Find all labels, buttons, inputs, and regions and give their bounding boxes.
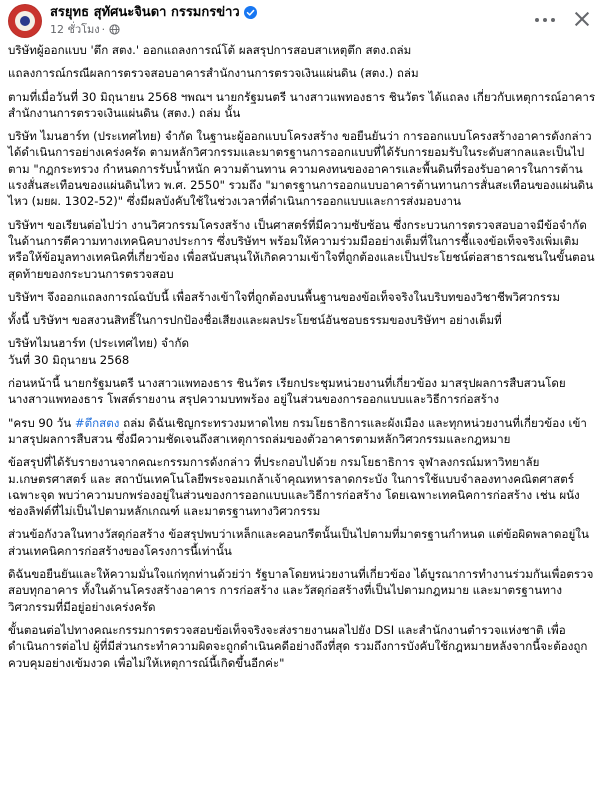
post-paragraph: ก่อนหน้านี้ นายกรัฐมนตรี นางสาวแพทองธาร ชินวัตร เรียกประชุมหน่วยงานที่เกี่ยวข้อง มาสรุปผลการสืบสวนโดยนางสาวแพทองธาร โพสต์รายงาน สรุปความบทพร้อง อยู่ในส่วนของการออกแบบและวิธีการก่อสร้าง — [8, 376, 566, 407]
globe-icon — [109, 24, 120, 35]
post-paragraph: ดิฉันขอยืนยันและให้ความมั่นใจแก่ทุกท่านด้วย่ว่า รัฐบาลโดยหน่วยงานที่เกี่ยวข้อง ได้บูรณาการทำงานร่วมกันเพื่อตรวจสอบทุกอาคาร ทั้งในด้านโครงสร้างอาคาร การก่อสร้าง และวัสดุก่อสร้างที่เป็นไปตามกฎหมาย และมาตรฐานทางวิศวกรรมที่มีอยู่อย่างเคร่งครัด — [8, 567, 594, 614]
close-icon[interactable] — [571, 8, 593, 30]
post-paragraph: ทั้งนี้ บริษัทฯ ขอสงวนสิทธิ์ในการปกป้องชื่อเสียงและผลประโยชน์อันชอบธรรมของบริษัทฯ อย่างเต็มที่ — [8, 313, 502, 328]
post-content — [8, 42, 596, 678]
post-paragraph: ข้อสรุปที่ได้รับรายงานจากคณะกรรมการดังกล่าว ที่ประกอบไปด้วย กรมโยธาธิการ จุฬาลงกรณ์มหาวิทยาลัย ม.เกษตรศาสตร์ และ สถาบันเทคโนโลยีพระจอมเกล้าเจ้าคุณทหารลาดกระบัง ในการใช้แบบจำลองทางคณิตศาสตร์เฉพาะจุด พบว่าความบกพร่องอยู่ในส่วนของการออกแบบและวิธีการก่อสร้าง โดยเฉพาะเทคนิคการก่อสร้าง เช่น ผนังช่องลิฟต์ที่ไม่เป็นไปตามหลักเกณฑ์ และมาตรฐานทางวิศวกรรม — [8, 455, 580, 519]
quote-rest: ถล่ม ดิฉันเชิญกระทรวงมหาดไทย กรมโยธาธิการและผังเมือง และทุกหน่วยงานที่เกี่ยวข้อง เข้ามาสรุปผลการสืบสวน ซึ่งมีความชัดเจนถึงสาเหตุการถล่มของตัวอาคารตามหลักวิศวกรรมและกฎหมาย — [8, 415, 587, 446]
post-paragraph: บริษัทฯ ขอเรียนต่อไปว่า งานวิศวกรรมโครงสร้าง เป็นศาสตร์ที่มีความซับซ้อน ซึ่งกระบวนการตรวจสอบอาจมีข้อจำกัดในด้านการตีความทางเทคนิคบางประการ ซึ่งบริษัทฯ พร้อมให้ความร่วมมืออย่างเต็มที่ในการชี้แจงข้อเท็จจริงเพิ่มเติมหรือให้ข้อมูลทางเทคนิคที่เกี่ยวข้อง เพื่อสนับสนุนให้เกิดความเข้าใจที่ถูกต้องและเป็นประโยชน์ต่อสาธารณชนในขั้นตอนสุดท้ายของกระบวนการตรวจสอบ — [8, 217, 595, 281]
author-name-line — [50, 5, 257, 21]
more-dot — [543, 18, 547, 22]
post-paragraph: แถลงการณ์กรณีผลการตรวจสอบอาคารสำนักงานการตรวจเงินแผ่นดิน (สตง.) ถล่ม — [8, 66, 419, 81]
meta-separator: · — [101, 23, 106, 36]
post-header — [0, 0, 605, 42]
company-signature: บริษัทไมนฮาร์ท (ประเทศไทย) จำกัด วันที่ 30 มิถุนายน 2568 — [8, 336, 190, 367]
post-meta — [50, 23, 120, 37]
post-time[interactable]: 12 ชั่วโมง — [50, 23, 100, 36]
post-paragraph: บริษัทฯ จึงออกแถลงการณ์ฉบับนี้ เพื่อสร้างเข้าใจที่ถูกต้องบนพื้นฐานของข้อเท็จจริงในบริบทของวิชาชีพวิศวกรรม — [8, 289, 561, 304]
more-options-icon[interactable] — [533, 10, 557, 28]
more-dot — [535, 18, 539, 22]
post-paragraph: บริษัท ไมนฮาร์ท (ประเทศไทย) จำกัด ในฐานะผู้ออกแบบโครงสร้าง ขอยืนยันว่า การออกแบบโครงสร้างอาคารดังกล่าว ได้ดำเนินการอย่างเคร่งครัด ตามหลักวิศวกรรมและมาตรฐานการออกแบบที่ได้รับการยอมรับในระดับสากลและเป็นไปตาม "กฎกระทรวง กำหนดการรับน้ำหนัก ความต้านทาน ความคงทนของอาคารและพื้นดินที่รองรับอาคารในการต้านแรงสั่นสะเทือนของแผ่นดินไหว พ.ศ. 2550" รวมถึง "มาตรฐานการออกแบบอาคารต้านทานการสั่นสะเทือนของแผ่นดินไหว (มยผ. 1302-52)" ซึ่งมีผลบังคับใช้ในช่วงเวลาที่ดำเนินการออกแบบและการส่งมอบงาน — [8, 129, 594, 209]
post-paragraph: ส่วนข้อกังวลในทางวัสดุก่อสร้าง ข้อสรุปพบว่าเหล็กและคอนกรีตนั้นเป็นไปตามที่มาตรฐานกำหนด แต่ข้อผิดพลาดอยู่ในส่วนเทคนิคการก่อสร้างของโครงการนี้เท่านั้น — [8, 527, 589, 558]
quote-prefix: "ครบ 90 วัน — [8, 415, 75, 430]
hashtag-link[interactable]: #ตึกสตง — [74, 415, 120, 430]
author-name[interactable]: สรยุทธ สุทัศนะจินดา กรรมกรข่าว — [50, 5, 240, 20]
post-paragraph: ขั้นตอนต่อไปทางคณะกรรมการตรวจสอบข้อเท็จจริงจะส่งรายงานผลไปยัง DSI และสำนักงานตำรวจแห่งชาติ เพื่อดำเนินการต่อไป ผู้ที่มีส่วนกระทำความผิดจะถูกดำเนินคดีอย่างถึงที่สุด รวมถึงการบังคับใช้กฎหมายหลังจากนี้จะต้องถูกควบคุมอย่างเข้มงวด เพื่อไม่ให้เหตุการณ์นี้เกิดขึ้นอีกค่ะ" — [8, 622, 588, 670]
post-paragraph: ตามที่เมื่อวันที่ 30 มิถุนายน 2568 ฯพณฯ นายกรัฐมนตรี นางสาวแพทองธาร ชินวัตร ได้แถลง เกี่ยวกับเหตุการณ์อาคารสำนักงานการตรวจเงินแผ่นดิน (สตง.) ถล่ม นั้น — [8, 89, 596, 120]
author-avatar[interactable] — [8, 4, 42, 38]
post-paragraph: บริษัทผู้ออกแบบ 'ตึก สตง.' ออกแถลงการณ์โต้ ผลสรุปการสอบสาเหตุตึก สตง.ถล่ม — [8, 43, 412, 57]
more-dot — [551, 18, 555, 22]
quote-paragraph — [8, 415, 596, 448]
verified-badge-icon — [244, 6, 257, 19]
avatar-dot — [20, 16, 30, 26]
